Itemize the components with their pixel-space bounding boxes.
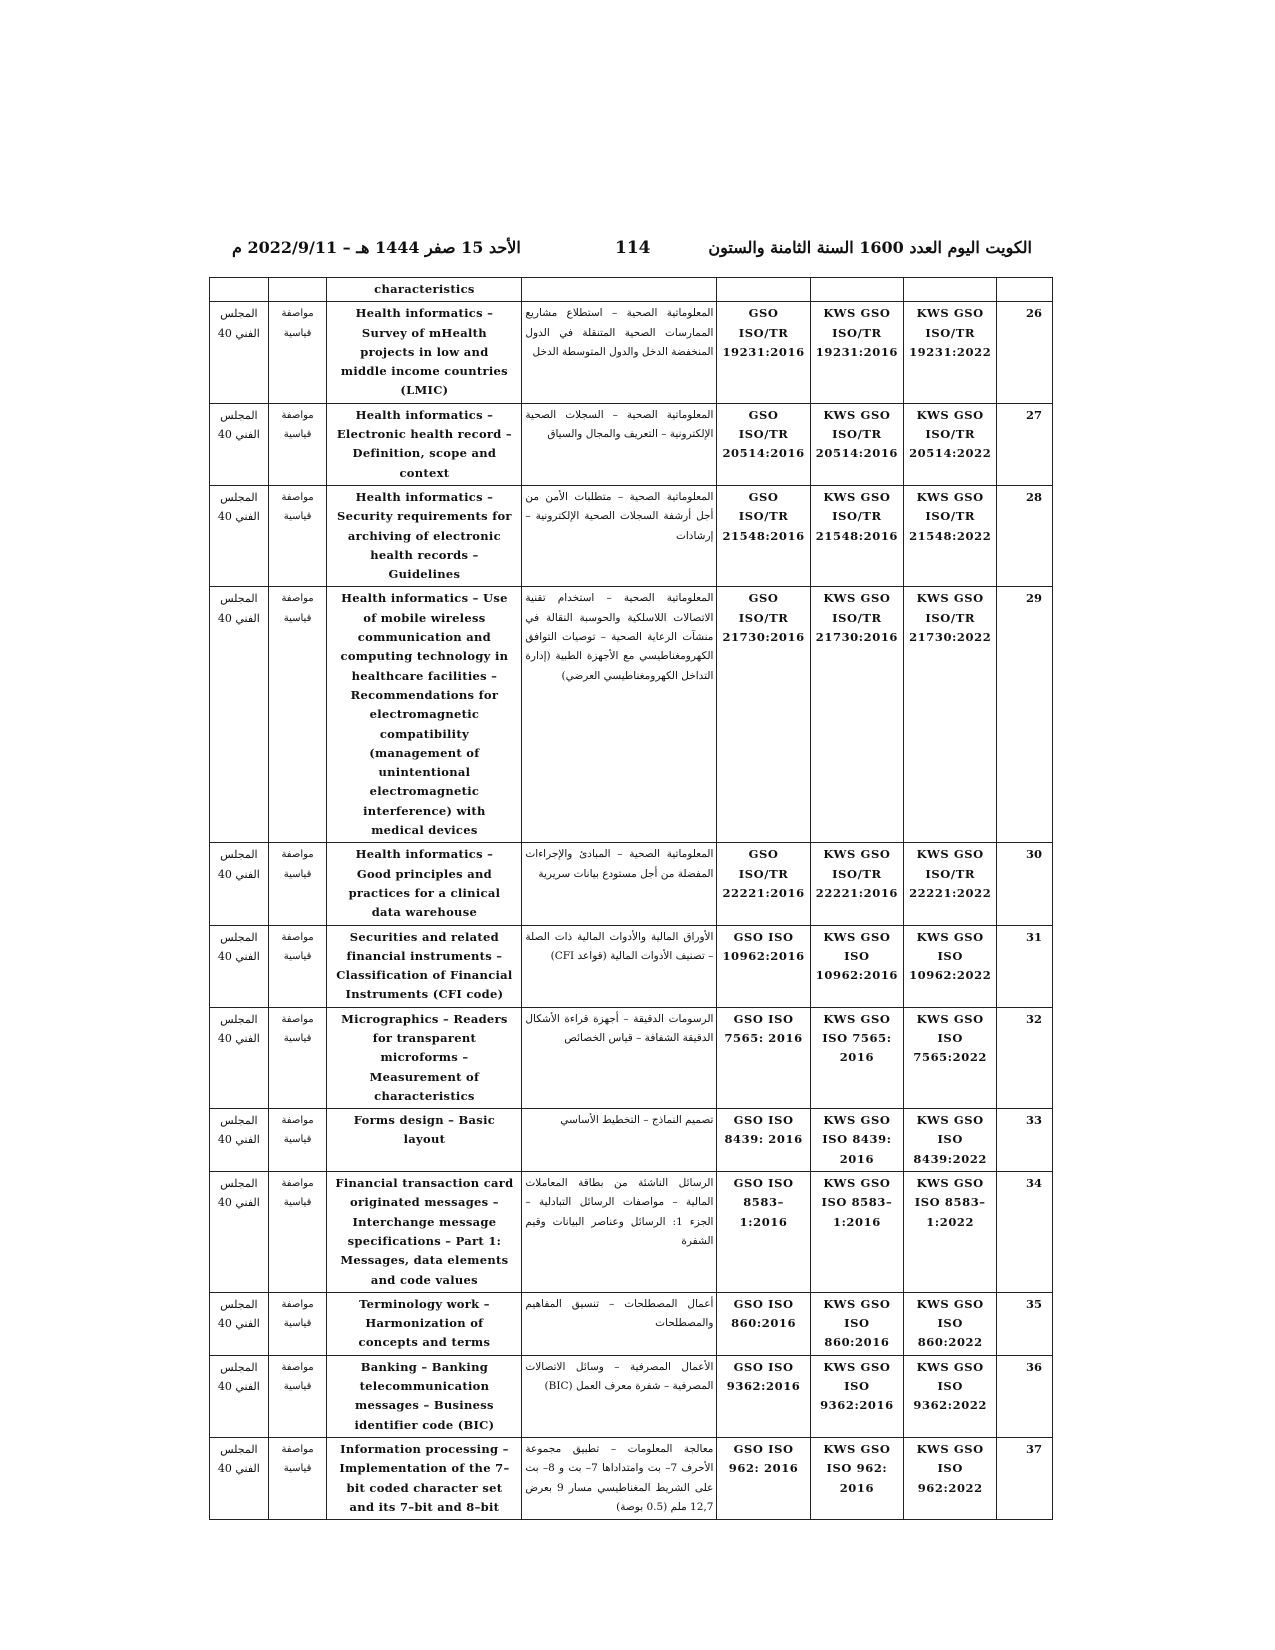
arabic-title-text: الرسومات الدقيقة – أجهزة قراءة الأشكال الدقيقة الشفافة – قياس الخصائص	[525, 1012, 714, 1044]
gso-code-cell	[717, 1355, 810, 1437]
english-title-cell	[327, 1437, 522, 1519]
kws-gso-2016-text: KWS GSO ISO/TR 22221:2016	[815, 847, 899, 900]
arabic-title-cell	[522, 1437, 717, 1519]
doc-type-text: مواصفة قياسية	[281, 1361, 314, 1393]
arabic-title-cell	[522, 302, 717, 403]
kws-gso-2022-text: KWS GSO ISO 962:2022	[916, 1441, 984, 1495]
arabic-title-cell	[522, 1292, 717, 1355]
empty-cell	[810, 278, 903, 302]
gso-code-text: GSO ISO 8439: 2016	[724, 1113, 803, 1147]
english-title-text: Micrographics – Readers for transparent microforms – Measurement of characteristics	[341, 1011, 508, 1103]
row-number-cell	[997, 1109, 1053, 1172]
committee-cell	[210, 587, 269, 843]
english-title-cell	[327, 925, 522, 1007]
committee-cell	[210, 485, 269, 586]
gso-code-text: GSO ISO 860:2016	[731, 1296, 797, 1331]
kws-gso-2016-text: KWS GSO ISO/TR 19231:2016	[815, 306, 899, 359]
doc-type-text: مواصفة قياسية	[281, 409, 314, 441]
gso-code-text: GSO ISO/TR 21730:2016	[722, 591, 805, 645]
arabic-title-cell	[522, 843, 717, 925]
row-number-text: 37	[1025, 1441, 1042, 1456]
arabic-title-text: تصميم النماذج – التخطيط الأساسي	[560, 1114, 714, 1127]
english-title-text: Health informatics – Survey of mHealth projects in low and middle income countries (LMIC)	[340, 306, 508, 398]
kws-gso-2016-cell	[810, 1292, 903, 1355]
english-title-cell	[327, 1109, 522, 1172]
kws-gso-2022-text: KWS GSO ISO/TR 21730:2022	[909, 591, 992, 645]
kws-gso-2016-text: KWS GSO ISO 962: 2016	[823, 1441, 891, 1495]
arabic-title-text: الرسائل الناشئة من بطاقة المعاملات المالية – مواصفات الرسائل التبادلية – الجزء 1: الرسائل وعناصر البيانات وقيم الشفرة	[525, 1177, 714, 1247]
row-number-text: 28	[1025, 489, 1042, 504]
empty-cell	[210, 278, 269, 302]
header-date: الأحد 15 صفر 1444 هـ – 2022/9/11 م	[232, 238, 521, 257]
english-title-text: Forms design – Basic layout	[353, 1113, 496, 1147]
english-title: characteristics	[374, 282, 475, 296]
kws-gso-2022-cell	[904, 925, 997, 1007]
doc-type-cell	[268, 1292, 327, 1355]
arabic-title-cell	[522, 1355, 717, 1437]
table-row	[210, 843, 1053, 925]
english-title-text: Health informatics – Security requirements for archiving of electronic health records – Guidelines	[337, 489, 512, 582]
kws-gso-2022-text: KWS GSO ISO/TR 19231:2022	[909, 306, 992, 359]
arabic-title-text: المعلوماتية الصحية – متطلبات الأمن من أجل أرشفة السجلات الصحية الإلكترونية – إرشادات	[525, 490, 714, 542]
table-row	[210, 302, 1053, 403]
doc-type-text: مواصفة قياسية	[281, 593, 314, 624]
row-number-text: 32	[1025, 1011, 1042, 1026]
kws-gso-2022-text: KWS GSO ISO/TR 22221:2022	[909, 847, 992, 900]
committee-cell	[210, 843, 269, 925]
committee-cell	[210, 1172, 269, 1293]
gso-code-cell	[717, 1437, 810, 1519]
row-number-text: 34	[1025, 1176, 1042, 1191]
kws-gso-2016-cell	[810, 485, 903, 586]
kws-gso-2016-text: KWS GSO ISO 8439: 2016	[822, 1113, 892, 1166]
kws-gso-2016-cell	[810, 1109, 903, 1172]
kws-gso-2022-text: KWS GSO ISO 7565:2022	[913, 1011, 988, 1065]
table-row	[210, 1007, 1053, 1108]
kws-gso-2016-cell	[810, 587, 903, 843]
doc-type-cell	[268, 925, 327, 1007]
kws-gso-2022-text: KWS GSO ISO 8439:2022	[913, 1113, 988, 1166]
gso-code-cell	[717, 1007, 810, 1108]
row-number-text: 29	[1025, 591, 1042, 606]
committee-text: المجلس الفني 40	[217, 930, 260, 963]
committee-cell	[210, 302, 269, 403]
committee-text: المجلس الفني 40	[217, 1360, 260, 1394]
kws-gso-2022-cell	[904, 587, 997, 843]
gso-code-text: GSO ISO 10962:2016	[722, 929, 805, 963]
kws-gso-2016-text: KWS GSO ISO 9362:2016	[820, 1359, 894, 1413]
row-number-cell	[997, 587, 1053, 843]
kws-gso-2022-cell	[904, 1007, 997, 1108]
kws-gso-2022-text: KWS GSO ISO 9362:2022	[913, 1359, 988, 1413]
english-title-text: Health informatics – Use of mobile wireless communication and computing technology in healthcare facilities – Recommendations for electromagnetic compatibility (management of unintentional electromagnetic interference) with medical devices	[340, 591, 509, 838]
kws-gso-2016-text: KWS GSO ISO 10962:2016	[815, 929, 899, 983]
kws-gso-2016-cell	[810, 302, 903, 403]
kws-gso-2022-cell	[904, 1355, 997, 1437]
arabic-title-cell	[522, 1172, 717, 1293]
english-title-text: Information processing – Implementation of the 7– bit coded character set and its 7–bit and 8–bit	[339, 1441, 510, 1514]
gso-code-cell	[717, 1109, 810, 1172]
gso-code-cell	[717, 302, 810, 403]
kws-gso-2022-text: KWS GSO ISO 860:2022	[916, 1296, 984, 1350]
table-row	[210, 925, 1053, 1007]
doc-type-cell	[268, 1007, 327, 1108]
arabic-title-text: المعلوماتية الصحية – استطلاع مشاريع الممارسات الصحية المتنقلة في الدول المنخفضة الدخل والدول المتوسطة الدخل	[525, 307, 714, 358]
kws-gso-2022-cell	[904, 843, 997, 925]
committee-cell	[210, 1437, 269, 1519]
kws-gso-2016-text: KWS GSO ISO 8583– 1:2016	[821, 1176, 893, 1229]
english-title-text: Securities and related financial instruments – Classification of Financial Instruments (CFI code)	[336, 929, 513, 1002]
doc-type-cell	[268, 302, 327, 403]
english-title-cell	[327, 1172, 522, 1293]
kws-gso-2022-cell	[904, 403, 997, 485]
table-row	[210, 403, 1053, 485]
kws-gso-2022-text: KWS GSO ISO 10962:2022	[909, 929, 992, 983]
kws-gso-2016-text: KWS GSO ISO/TR 21730:2016	[815, 591, 899, 645]
row-number-cell	[997, 925, 1053, 1007]
committee-text: المجلس الفني 40	[217, 1177, 260, 1210]
empty-cell	[717, 278, 810, 302]
empty-cell	[522, 278, 717, 302]
table-row	[210, 1292, 1053, 1355]
header-publication: الكويت اليوم العدد 1600 السنة الثامنة والستون	[708, 238, 1032, 257]
doc-type-text: مواصفة قياسية	[281, 1115, 314, 1146]
arabic-title-text: المعلوماتية الصحية – السجلات الصحية الإلكترونية – التعريف والمجال والسياق	[525, 408, 714, 441]
committee-cell	[210, 1007, 269, 1108]
committee-text: المجلس الفني 40	[217, 592, 260, 625]
gso-code-cell	[717, 485, 810, 586]
table-row	[210, 1109, 1053, 1172]
kws-gso-2022-cell	[904, 302, 997, 403]
empty-cell	[997, 278, 1053, 302]
page-header	[232, 238, 1032, 268]
committee-text: المجلس الفني 40	[217, 1297, 260, 1331]
kws-gso-2016-cell	[810, 843, 903, 925]
gso-code-cell	[717, 403, 810, 485]
empty-cell	[268, 278, 327, 302]
arabic-title-text: المعلوماتية الصحية – المبادئ والإجراءات المفضلة من أجل مستودع بيانات سريرية	[525, 848, 714, 880]
row-number-text: 36	[1025, 1359, 1042, 1374]
gso-code-cell	[717, 1292, 810, 1355]
kws-gso-2016-text: KWS GSO ISO 860:2016	[823, 1296, 891, 1350]
english-title-text: Terminology work – Harmonization of concepts and terms	[358, 1296, 491, 1350]
english-title-cell	[327, 302, 522, 403]
table-row	[210, 485, 1053, 586]
arabic-title-text: المعلوماتية الصحية – استخدام تقنية الاتصالات اللاسلكية والحوسبة النقالة في منشآت الرعاية الصحية – توصيات التوافق الكهرومغناطيسي مع الأجهزة الطبية (إدارة التداخل الكهرومغناطيسي العرضي)	[525, 592, 714, 682]
arabic-title-cell	[522, 1109, 717, 1172]
kws-gso-2016-cell	[810, 1355, 903, 1437]
doc-type-cell	[268, 1437, 327, 1519]
table-row-continuation	[210, 278, 1053, 302]
committee-text: المجلس الفني 40	[217, 848, 260, 881]
row-number-cell	[997, 1007, 1053, 1108]
gso-code-cell	[717, 587, 810, 843]
gso-code-text: GSO ISO/TR 19231:2016	[722, 306, 805, 359]
english-title-cell	[327, 843, 522, 925]
arabic-title-text: معالجة المعلومات – تطبيق مجموعة الأحرف 7– بت وامتداداها 7– بت و 8– بت على الشريط المغناطيسي مسار 9 بعرض 12,7 ملم (0.5 بوصة)	[525, 1442, 714, 1513]
doc-type-text: مواصفة قياسية	[281, 849, 314, 880]
doc-type-cell	[268, 1109, 327, 1172]
english-title-cell	[327, 587, 522, 843]
kws-gso-2016-cell	[810, 1007, 903, 1108]
gso-code-cell	[717, 843, 810, 925]
gso-code-text: GSO ISO/TR 20514:2016	[722, 407, 805, 461]
doc-type-text: مواصفة قياسية	[281, 1013, 314, 1044]
row-number-cell	[997, 302, 1053, 403]
english-title-cell	[327, 1355, 522, 1437]
doc-type-text: مواصفة قياسية	[281, 1443, 314, 1475]
kws-gso-2022-text: KWS GSO ISO/TR 20514:2022	[909, 407, 992, 461]
row-number-cell	[997, 1172, 1053, 1293]
row-number-text: 30	[1025, 847, 1042, 862]
table-row	[210, 1437, 1053, 1519]
doc-type-cell	[268, 1355, 327, 1437]
row-number-cell	[997, 403, 1053, 485]
gso-code-text: GSO ISO 7565: 2016	[724, 1011, 803, 1045]
doc-type-cell	[268, 485, 327, 586]
row-number-cell	[997, 485, 1053, 586]
doc-type-text: مواصفة قياسية	[281, 491, 314, 523]
committee-cell	[210, 1355, 269, 1437]
gso-code-cell	[717, 1172, 810, 1293]
kws-gso-2016-cell	[810, 1172, 903, 1293]
committee-text: المجلس الفني 40	[217, 1012, 260, 1045]
committee-text: المجلس الفني 40	[217, 1442, 260, 1476]
doc-type-text: مواصفة قياسية	[281, 931, 314, 962]
arabic-title-cell	[522, 485, 717, 586]
doc-type-cell	[268, 1172, 327, 1293]
table-row	[210, 1172, 1053, 1293]
arabic-title-text: أعمال المصطلحات – تنسيق المفاهيم والمصطلحات	[525, 1297, 714, 1330]
kws-gso-2022-cell	[904, 1109, 997, 1172]
doc-type-cell	[268, 403, 327, 485]
english-title-cell	[327, 278, 522, 302]
committee-text: المجلس الفني 40	[217, 408, 260, 442]
arabic-title-cell	[522, 403, 717, 485]
arabic-title-text: الأوراق المالية والأدوات المالية ذات الصلة – تصنيف الأدوات المالية (قواعد CFI)	[525, 930, 714, 962]
doc-type-text: مواصفة قياسية	[281, 1298, 314, 1330]
table-row	[210, 1355, 1053, 1437]
gso-code-text: GSO ISO 8583– 1:2016	[733, 1176, 794, 1229]
kws-gso-2022-text: KWS GSO ISO/TR 21548:2022	[909, 489, 992, 543]
english-title-cell	[327, 1292, 522, 1355]
gso-code-text: GSO ISO 9362:2016	[726, 1359, 801, 1394]
row-number-text: 35	[1025, 1296, 1042, 1311]
row-number-cell	[997, 1437, 1053, 1519]
arabic-title-cell	[522, 1007, 717, 1108]
english-title-cell	[327, 1007, 522, 1108]
gso-code-text: GSO ISO/TR 22221:2016	[722, 847, 805, 900]
kws-gso-2016-text: KWS GSO ISO/TR 21548:2016	[815, 489, 899, 543]
row-number-text: 27	[1025, 407, 1042, 422]
english-title-text: Banking – Banking telecommunication messages – Business identifier code (BIC)	[354, 1359, 495, 1432]
committee-text: المجلس الفني 40	[217, 490, 260, 524]
committee-text: المجلس الفني 40	[217, 307, 260, 340]
gso-code-cell	[717, 925, 810, 1007]
english-title-cell	[327, 485, 522, 586]
kws-gso-2016-cell	[810, 403, 903, 485]
english-title-text: Health informatics – Electronic health record – Definition, scope and context	[336, 407, 512, 480]
arabic-title-cell	[522, 587, 717, 843]
doc-type-text: مواصفة قياسية	[281, 308, 314, 339]
kws-gso-2022-cell	[904, 1437, 997, 1519]
row-number-text: 33	[1025, 1113, 1042, 1128]
standards-table	[209, 277, 1053, 1520]
empty-cell	[904, 278, 997, 302]
gso-code-text: GSO ISO 962: 2016	[728, 1441, 799, 1476]
doc-type-text: مواصفة قياسية	[281, 1178, 314, 1209]
committee-cell	[210, 1292, 269, 1355]
standards-table-container	[209, 277, 1053, 1520]
committee-cell	[210, 925, 269, 1007]
committee-cell	[210, 403, 269, 485]
table-row	[210, 587, 1053, 843]
row-number-text: 26	[1025, 306, 1042, 321]
english-title-text: Health informatics – Good principles and practices for a clinical data warehouse	[348, 847, 501, 920]
page-number: 114	[615, 238, 651, 258]
doc-type-cell	[268, 587, 327, 843]
committee-text: المجلس الفني 40	[217, 1114, 260, 1147]
kws-gso-2016-cell	[810, 1437, 903, 1519]
row-number-cell	[997, 843, 1053, 925]
kws-gso-2022-cell	[904, 485, 997, 586]
arabic-title-cell	[522, 925, 717, 1007]
kws-gso-2022-cell	[904, 1292, 997, 1355]
gso-code-text: GSO ISO/TR 21548:2016	[722, 489, 805, 543]
doc-type-cell	[268, 843, 327, 925]
row-number-cell	[997, 1292, 1053, 1355]
row-number-text: 31	[1025, 929, 1042, 944]
arabic-title-text: الأعمال المصرفية – وسائل الاتصالات المصرفية – شفرة معرف العمل (BIC)	[525, 1360, 714, 1393]
kws-gso-2016-text: KWS GSO ISO 7565: 2016	[822, 1011, 892, 1065]
kws-gso-2016-text: KWS GSO ISO/TR 20514:2016	[815, 407, 899, 461]
kws-gso-2022-text: KWS GSO ISO 8583– 1:2022	[914, 1176, 986, 1229]
english-title-text: Financial transaction card originated messages – Interchange message specifications – Part 1: Messages, data elements and code values	[335, 1176, 514, 1287]
english-title-cell	[327, 403, 522, 485]
kws-gso-2016-cell	[810, 925, 903, 1007]
kws-gso-2022-cell	[904, 1172, 997, 1293]
committee-cell	[210, 1109, 269, 1172]
row-number-cell	[997, 1355, 1053, 1437]
